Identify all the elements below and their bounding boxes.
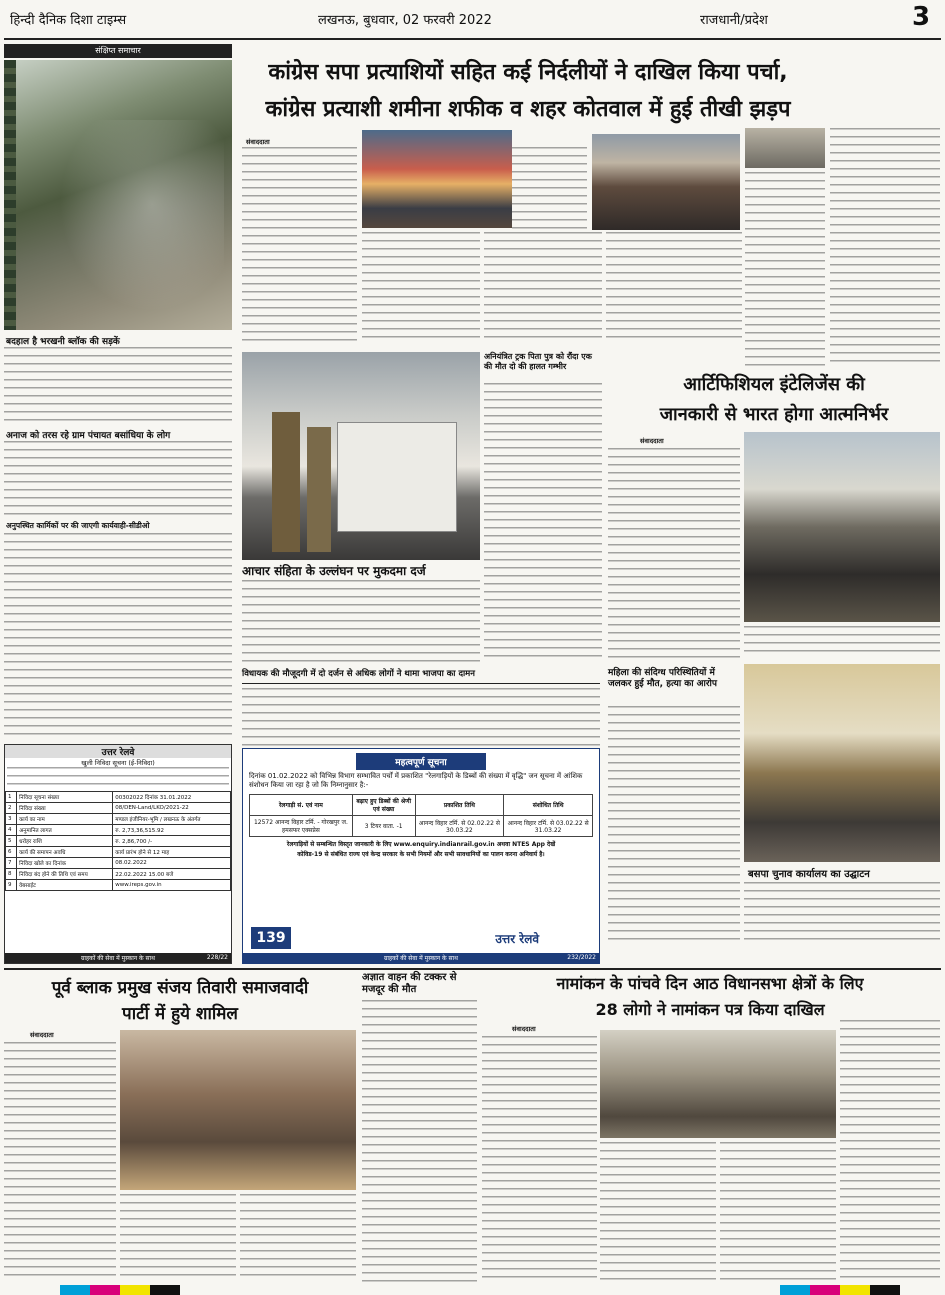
section-name: राजधानी/प्रदेश	[700, 13, 768, 28]
nomination-headline-line1: नामांकन के पांचवे दिन आठ विधानसभा क्षेत्रों के लिए	[556, 974, 864, 993]
railway-footer: ग्राहकों की सेवा में मुस्कान के साथ 232/2022	[243, 953, 599, 963]
lead-col-5	[484, 232, 602, 342]
tender-title: उत्तर रेलवे	[5, 745, 231, 758]
lead-headline-line2: कांग्रेस प्रत्याशी शमीना शफीक व शहर कोतवाल में हुई तीखी झड़प	[265, 97, 791, 122]
nomination-col-1	[482, 1036, 597, 1282]
bottom-rule	[4, 968, 941, 970]
samajwadi-headline-line2: पार्टी में हुये शामिल	[122, 1004, 238, 1024]
tender-cell-no: 7	[6, 858, 17, 869]
tender-cell-label: निविदा बंद होने की तिथि एवं समय	[17, 869, 113, 880]
candidate-photo	[745, 128, 825, 168]
absent-staff-body	[4, 533, 232, 739]
tender-cell-value: रु. 2,86,700 /-	[113, 836, 231, 847]
masthead-rule	[4, 38, 941, 40]
tender-subtitle: खुली निविदा सूचना (ई-निविदा)	[81, 759, 155, 767]
lead-col-3b	[512, 147, 587, 229]
samajwadi-headline-line1: पूर्व ब्लाक प्रमुख संजय तिवारी समाजवादी	[51, 978, 309, 998]
tender-cell-label: निविदा खोले का दिनांक	[17, 858, 113, 869]
nomination-headline-line2: 28 लोगो ने नामांकन पत्र किया दाखिल	[595, 1000, 825, 1019]
tender-cell-label: निविदा संख्या	[17, 803, 113, 814]
bjp-body	[242, 688, 600, 746]
ration-story-body	[4, 441, 232, 516]
tender-cell-label: कार्य का नाम	[17, 814, 113, 825]
accident-body	[484, 383, 602, 660]
right-top-col-b	[830, 128, 940, 366]
office-caption: बसपा चुनाव कार्यालय का उद्घाटन	[748, 869, 870, 880]
lead-col-6	[606, 232, 742, 342]
ai-headline-line2: जानकारी से भारत होगा आत्मनिर्भर	[659, 404, 889, 425]
cmyk-bar-cyan	[60, 1285, 90, 1295]
code-violation-headline: आचार संहिता के उल्लंघन पर मुकदमा दर्ज	[242, 564, 426, 578]
lead-col-4	[362, 232, 480, 342]
tender-cell-value: कार्य प्रारंभ होने से 12 माह	[113, 847, 231, 858]
tender-cell-value: 08/DEN-Land/LKO/2021-22	[113, 803, 231, 814]
cmyk-bar-magenta-2	[810, 1285, 840, 1295]
tender-cell-no: 4	[6, 825, 17, 836]
lead-col-1	[242, 147, 357, 342]
railway-notice-intro: दिनांक 01.02.2022 को विभिन्न विभाग सम्भावित पर्चों में प्रकाशित "रेलगाड़ियों के डिब्बों की संख्या में वृद्धि" जन सूचना में आंशिक संशोधन किया जा रहा है जो कि निम्नानुसार है:-	[249, 772, 583, 789]
tender-row	[6, 880, 231, 891]
dateline: लखनऊ, बुधवार, 02 फरवरी 2022	[318, 13, 492, 28]
nomination-col-4	[840, 1020, 940, 1282]
cmyk-bar-magenta	[90, 1285, 120, 1295]
office-body	[744, 882, 940, 942]
samajwadi-photo	[120, 1030, 356, 1190]
cmyk-bar-black	[150, 1285, 180, 1295]
office-photo	[744, 664, 940, 862]
ai-byline: संवाददाता	[640, 437, 664, 445]
tender-cell-label: निविदा सूचना संख्या	[17, 792, 113, 803]
tender-cell-label: धरोहर राशि	[17, 836, 113, 847]
road-story-headline: बदहाल है भरखनी ब्लॉक की सड़कें	[6, 337, 120, 347]
samajwadi-byline: संवाददाता	[30, 1031, 54, 1039]
ai-body	[608, 448, 740, 658]
nomination-col-2	[600, 1142, 716, 1282]
tender-cell-label: कार्य की समापन अवधि	[17, 847, 113, 858]
samajwadi-col-1	[4, 1042, 116, 1282]
railway-note-2: कोविड-19 से संबंधित राज्य एवं केन्द्र सरकार के सभी नियमों और सभी सावधानियों का पालन करना अनिवार्य है।	[297, 851, 545, 858]
railway-helpline: 139	[251, 927, 291, 949]
nomination-photo-2	[592, 134, 740, 230]
road-photo	[4, 60, 232, 330]
railway-note-1: रेलगाड़ियों से सम्बन्धित विस्तृत जानकारी के लिए www.enquiry.indianrail.gov.in अथवा NTES App देखें	[286, 841, 556, 848]
tender-cell-label: अनुमानित लागत	[17, 825, 113, 836]
tender-notice	[4, 744, 232, 964]
tender-row	[6, 869, 231, 880]
nomination-photo-3	[600, 1030, 836, 1138]
tender-cell-no: 2	[6, 803, 17, 814]
tender-cell-no: 6	[6, 847, 17, 858]
paper-name: हिन्दी दैनिक दिशा टाइम्स	[10, 13, 127, 28]
tender-cell-no: 3	[6, 814, 17, 825]
woman-death-headline: महिला की संदिग्ध परिस्थितियों में जलकर हुई मौत, हत्या का आरोप	[608, 668, 718, 689]
page-number: 3	[912, 2, 931, 32]
brief-news-header: संक्षिप्त समाचार	[4, 44, 232, 58]
tender-row	[6, 858, 231, 869]
tender-cell-value: 08.02.2022	[113, 858, 231, 869]
cmyk-bar-yellow-2	[840, 1285, 870, 1295]
tender-row	[6, 814, 231, 825]
tender-row	[6, 836, 231, 847]
ai-photo	[744, 432, 940, 622]
cmyk-bar-cyan-2	[780, 1285, 810, 1295]
accident-headline: अनियंत्रित ट्रक पिता पुत्र को रौंदा एक की मौत दो की हालत गम्भीर	[484, 352, 592, 371]
masthead	[0, 0, 945, 38]
tender-row	[6, 792, 231, 803]
code-violation-body	[242, 580, 480, 662]
nomination-col-3	[720, 1142, 836, 1282]
ai-caption	[744, 626, 940, 658]
bjp-rule	[242, 683, 600, 684]
absent-staff-headline: अनुपस्थित कार्मिकों पर की जाएगी कार्यवाही-सीडीओ	[6, 521, 150, 530]
railway-notice-title: महत्वपूर्ण सूचना	[356, 753, 486, 770]
lead-headline-line1: कांग्रेस सपा प्रत्याशियों सहित कई निर्दलीयों ने दाखिल किया पर्चा,	[268, 60, 788, 85]
railway-table: रेलगाड़ी सं. एवं नाम बढ़ाए हुए डिब्बों की श्रेणी एवं संख्या प्रकाशित तिथि संशोधित तिथि 12572 आनन्द विहार टर्मि. - गोरखपुर ज. हमसफर एक्सप्रेस 3 टियर वाता. -1 आनन्द विहार टर्मि. से 02.02.22 से 30.03.22 आनन्द विहार टर्मि. से 03.02.22 से 31.03.22	[249, 794, 593, 837]
tender-cell-value: 00302022 दिनांक 31.01.2022	[113, 792, 231, 803]
cmyk-bar-black-2	[870, 1285, 900, 1295]
nomination-photo-1	[362, 130, 512, 228]
tender-footer: ग्राहकों की सेवा में मुस्कान के साथ 228/22	[5, 953, 231, 963]
tender-row	[6, 803, 231, 814]
woman-death-body	[608, 706, 740, 944]
tender-cell-label: वेबसाईट	[17, 880, 113, 891]
tender-cell-no: 9	[6, 880, 17, 891]
road-story-body	[4, 347, 232, 423]
railway-brand: उत्तर रेलवे	[495, 932, 539, 946]
cmyk-bar-yellow	[120, 1285, 150, 1295]
tender-cell-value: रु. 2,73,36,515.92	[113, 825, 231, 836]
lead-byline: संवाददाता	[246, 138, 270, 146]
tender-row	[6, 847, 231, 858]
unknown-vehicle-headline: अज्ञात वाहन की टक्कर से मजदूर की मौत	[362, 972, 457, 995]
ai-headline-line1: आर्टिफिशियल इंटेलिजेंस की	[683, 374, 865, 395]
tender-table	[5, 791, 231, 891]
samajwadi-col-3	[240, 1194, 356, 1282]
tender-cell-value: www.ireps.gov.in	[113, 880, 231, 891]
tender-row	[6, 825, 231, 836]
samajwadi-col-2	[120, 1194, 236, 1282]
bjp-headline: विधायक की मौजूदगी में दो दर्जन से अधिक लोगों ने थामा भाजपा का दामन	[242, 669, 475, 679]
tender-cell-value: मण्डल इंजीनियर-भूमि / लखनऊ के अंतर्गत	[113, 814, 231, 825]
right-top-col-a	[745, 172, 825, 367]
unknown-vehicle-body	[362, 1000, 477, 1282]
police-photo	[242, 352, 480, 560]
tender-cell-no: 8	[6, 869, 17, 880]
railway-notice	[242, 748, 600, 964]
nomination-byline: संवाददाता	[512, 1025, 536, 1033]
tender-cell-value: 22.02.2022 15.00 बजे	[113, 869, 231, 880]
tender-cell-no: 5	[6, 836, 17, 847]
tender-cell-no: 1	[6, 792, 17, 803]
ration-story-headline: अनाज को तरस रहे ग्राम पंचायत बसांधिया के लोग	[6, 431, 171, 441]
